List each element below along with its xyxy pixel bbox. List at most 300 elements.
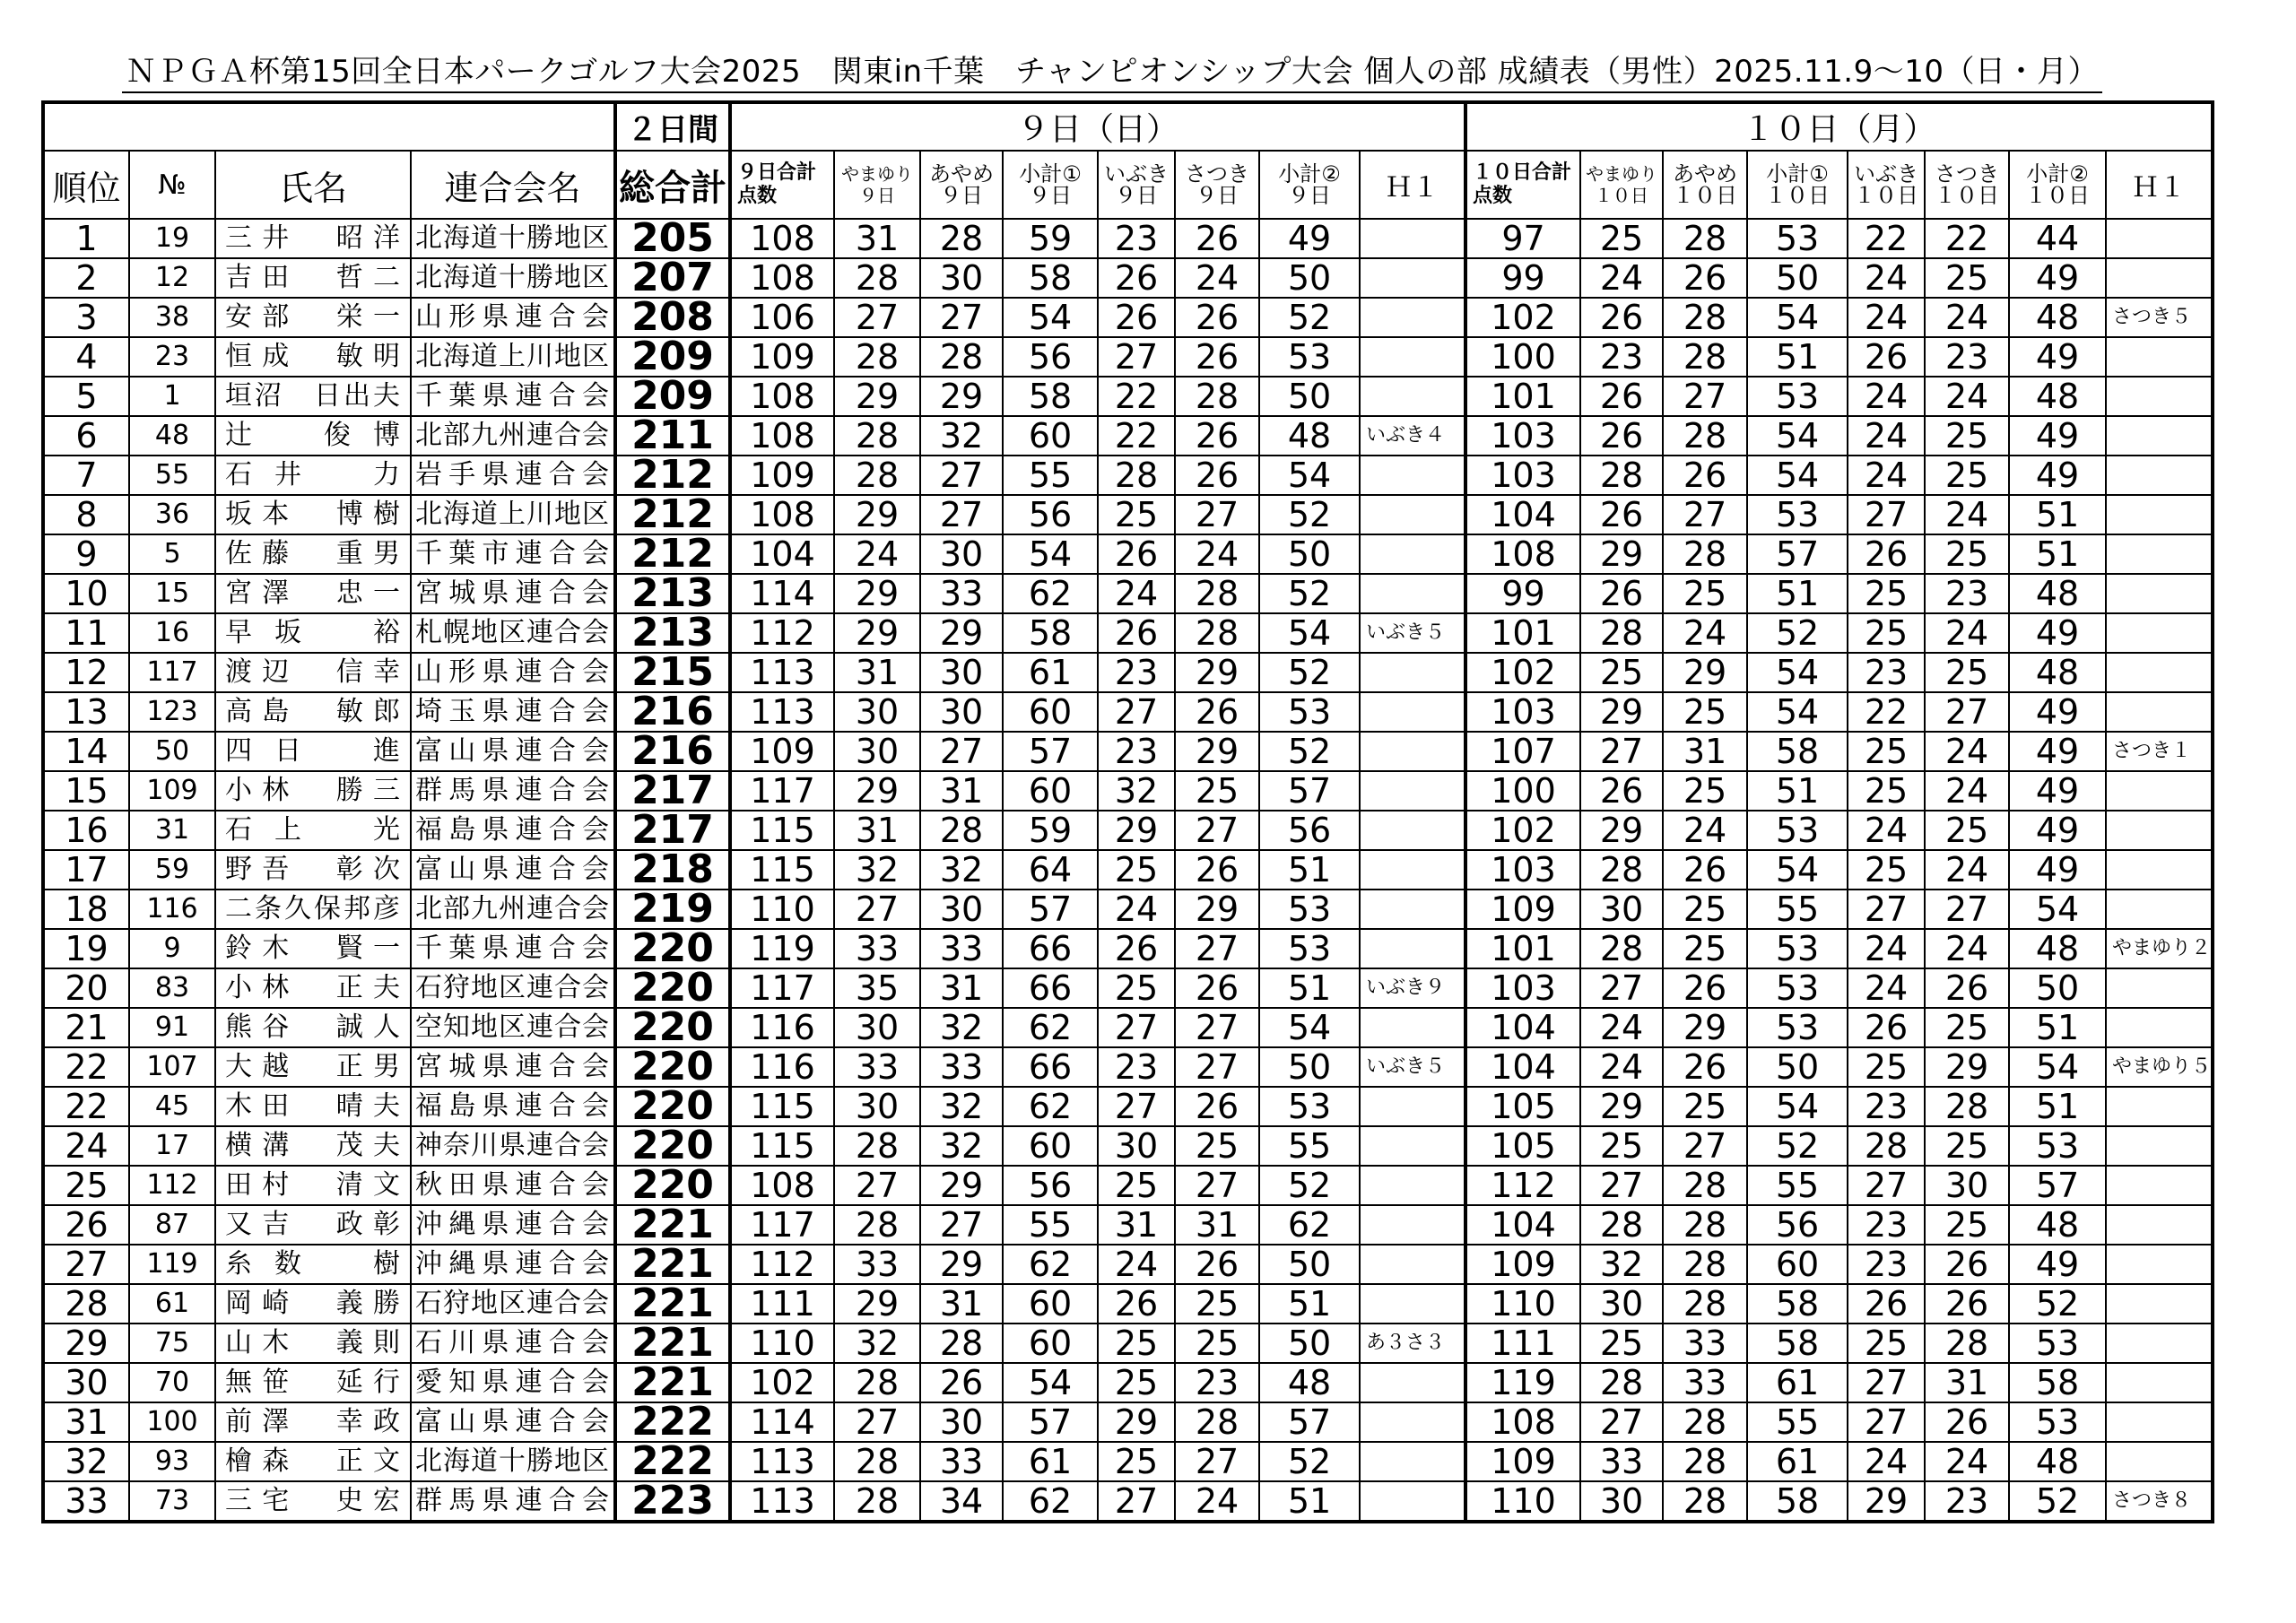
cell-d2-sub1: 53 — [1747, 219, 1848, 258]
cell-d2-ayame: 25 — [1663, 771, 1747, 811]
cell-name: 熊谷 誠人 — [215, 1008, 411, 1047]
cell-no: 19 — [129, 219, 215, 258]
cell-d1-ayame: 28 — [920, 811, 1003, 850]
table-row — [43, 456, 2213, 495]
cell-d1-yamayuri: 28 — [834, 1126, 920, 1166]
cell-d1-satsuki: 24 — [1175, 1481, 1259, 1522]
cell-no: 15 — [129, 574, 215, 613]
cell-total: 222 — [615, 1442, 730, 1481]
cell-d2-h1 — [2106, 771, 2213, 811]
cell-d1-sub2: 52 — [1259, 653, 1360, 692]
cell-no: 119 — [129, 1245, 215, 1284]
cell-d2-yamayuri: 26 — [1580, 377, 1663, 416]
cell-union: 山形県連合会 — [411, 298, 615, 337]
cell-d1-sub1: 62 — [1003, 1087, 1098, 1126]
cell-d2-sub2: 49 — [2009, 456, 2106, 495]
cell-d1-ibuki: 26 — [1098, 929, 1175, 968]
cell-d2-total: 100 — [1465, 771, 1580, 811]
cell-d2-satsuki: 25 — [1925, 456, 2009, 495]
cell-d2-ibuki: 27 — [1848, 1402, 1925, 1442]
cell-d1-ibuki: 25 — [1098, 1324, 1175, 1363]
cell-d2-sub2: 52 — [2009, 1284, 2106, 1324]
cell-d1-ayame: 32 — [920, 1087, 1003, 1126]
col-d1-total: ９日合計点数 — [730, 151, 834, 219]
cell-union: 埼玉県連合会 — [411, 692, 615, 732]
cell-d1-sub2: 50 — [1259, 1324, 1360, 1363]
cell-d1-sub2: 52 — [1259, 732, 1360, 771]
cell-rank: 28 — [43, 1284, 129, 1324]
cell-d1-sub2: 54 — [1259, 613, 1360, 653]
cell-d2-sub1: 60 — [1747, 1245, 1848, 1284]
cell-d1-ayame: 32 — [920, 416, 1003, 456]
cell-d2-sub2: 48 — [2009, 1205, 2106, 1245]
cell-d1-ayame: 27 — [920, 456, 1003, 495]
cell-d1-sub2: 57 — [1259, 771, 1360, 811]
cell-rank: 24 — [43, 1126, 129, 1166]
cell-d2-sub2: 49 — [2009, 811, 2106, 850]
cell-d2-h1 — [2106, 613, 2213, 653]
cell-union: 神奈川県連合会 — [411, 1126, 615, 1166]
cell-total: 215 — [615, 653, 730, 692]
cell-d2-total: 103 — [1465, 968, 1580, 1008]
cell-d1-ayame: 28 — [920, 337, 1003, 377]
col-d2-satsuki: さつき １０日 — [1925, 151, 2009, 219]
col-no: № — [129, 151, 215, 219]
cell-d2-sub2: 44 — [2009, 219, 2106, 258]
cell-d1-yamayuri: 28 — [834, 1363, 920, 1402]
cell-d2-sub2: 48 — [2009, 929, 2106, 968]
day1-header: ９日（日） — [730, 102, 1465, 151]
cell-d2-h1 — [2106, 692, 2213, 732]
cell-d2-h1 — [2106, 1008, 2213, 1047]
cell-name: 糸数 樹 — [215, 1245, 411, 1284]
cell-d1-yamayuri: 28 — [834, 1442, 920, 1481]
cell-d1-yamayuri: 24 — [834, 534, 920, 574]
cell-d2-sub2: 49 — [2009, 850, 2106, 890]
cell-d1-sub1: 56 — [1003, 1166, 1098, 1205]
cell-d1-h1 — [1360, 1087, 1465, 1126]
cell-d1-yamayuri: 33 — [834, 1245, 920, 1284]
cell-d2-h1 — [2106, 968, 2213, 1008]
cell-total: 212 — [615, 456, 730, 495]
cell-no: 100 — [129, 1402, 215, 1442]
cell-d2-total: 104 — [1465, 1047, 1580, 1087]
cell-d2-h1 — [2106, 534, 2213, 574]
cell-d1-h1 — [1360, 534, 1465, 574]
table-row — [43, 1126, 2213, 1166]
cell-d1-h1 — [1360, 1442, 1465, 1481]
cell-d2-ayame: 28 — [1663, 1402, 1747, 1442]
table-row — [43, 1205, 2213, 1245]
cell-d1-sub1: 62 — [1003, 1481, 1098, 1522]
cell-d1-ayame: 34 — [920, 1481, 1003, 1522]
cell-d1-h1 — [1360, 1126, 1465, 1166]
cell-d2-ibuki: 26 — [1848, 534, 1925, 574]
cell-d1-sub2: 56 — [1259, 811, 1360, 850]
cell-union: 北部九州連合会 — [411, 890, 615, 929]
cell-d2-h1 — [2106, 811, 2213, 850]
cell-d1-sub1: 57 — [1003, 890, 1098, 929]
cell-no: 48 — [129, 416, 215, 456]
cell-d1-ayame: 27 — [920, 732, 1003, 771]
cell-d2-sub2: 50 — [2009, 968, 2106, 1008]
cell-no: 31 — [129, 811, 215, 850]
table-row — [43, 653, 2213, 692]
cell-d1-ayame: 33 — [920, 1442, 1003, 1481]
cell-rank: 2 — [43, 258, 129, 298]
cell-d2-yamayuri: 30 — [1580, 1284, 1663, 1324]
cell-d1-yamayuri: 31 — [834, 219, 920, 258]
cell-d1-h1 — [1360, 732, 1465, 771]
cell-name: 高島 敏郎 — [215, 692, 411, 732]
cell-d1-yamayuri: 29 — [834, 771, 920, 811]
cell-no: 87 — [129, 1205, 215, 1245]
cell-d1-ayame: 29 — [920, 377, 1003, 416]
cell-no: 107 — [129, 1047, 215, 1087]
cell-d1-ibuki: 26 — [1098, 298, 1175, 337]
cell-d2-yamayuri: 24 — [1580, 258, 1663, 298]
cell-d2-sub1: 61 — [1747, 1442, 1848, 1481]
cell-rank: 25 — [43, 1166, 129, 1205]
cell-d1-sub1: 60 — [1003, 1126, 1098, 1166]
cell-d1-yamayuri: 30 — [834, 732, 920, 771]
cell-union: 福島県連合会 — [411, 811, 615, 850]
col-rank: 順位 — [43, 151, 129, 219]
cell-total: 216 — [615, 732, 730, 771]
cell-d2-sub1: 52 — [1747, 1126, 1848, 1166]
cell-d2-ayame: 27 — [1663, 377, 1747, 416]
cell-no: 73 — [129, 1481, 215, 1522]
cell-rank: 9 — [43, 534, 129, 574]
cell-d2-total: 108 — [1465, 1402, 1580, 1442]
cell-d2-satsuki: 29 — [1925, 1047, 2009, 1087]
cell-no: 112 — [129, 1166, 215, 1205]
cell-no: 116 — [129, 890, 215, 929]
cell-d2-yamayuri: 28 — [1580, 456, 1663, 495]
cell-name: 三井 昭洋 — [215, 219, 411, 258]
cell-d2-satsuki: 30 — [1925, 1166, 2009, 1205]
cell-d2-sub1: 58 — [1747, 1284, 1848, 1324]
cell-d1-sub2: 48 — [1259, 416, 1360, 456]
cell-rank: 12 — [43, 653, 129, 692]
cell-d1-total: 113 — [730, 653, 834, 692]
cell-d1-satsuki: 26 — [1175, 337, 1259, 377]
cell-d2-ibuki: 25 — [1848, 613, 1925, 653]
cell-d2-yamayuri: 28 — [1580, 850, 1663, 890]
cell-d2-sub1: 50 — [1747, 1047, 1848, 1087]
cell-name: 鈴木 賢一 — [215, 929, 411, 968]
table-row — [43, 1087, 2213, 1126]
cell-d1-sub2: 54 — [1259, 456, 1360, 495]
cell-d1-sub2: 53 — [1259, 890, 1360, 929]
cell-d2-total: 105 — [1465, 1087, 1580, 1126]
table-row — [43, 574, 2213, 613]
cell-d1-yamayuri: 28 — [834, 456, 920, 495]
cell-d2-satsuki: 25 — [1925, 1205, 2009, 1245]
cell-d1-ibuki: 25 — [1098, 1166, 1175, 1205]
cell-d2-yamayuri: 28 — [1580, 613, 1663, 653]
cell-no: 93 — [129, 1442, 215, 1481]
cell-d1-sub1: 60 — [1003, 692, 1098, 732]
cell-d1-sub1: 54 — [1003, 1363, 1098, 1402]
cell-d1-satsuki: 25 — [1175, 1284, 1259, 1324]
cell-d1-total: 102 — [730, 1363, 834, 1402]
cell-d1-h1 — [1360, 377, 1465, 416]
cell-d2-satsuki: 25 — [1925, 811, 2009, 850]
cell-d1-ayame: 27 — [920, 1205, 1003, 1245]
cell-union: 空知地区連合会 — [411, 1008, 615, 1047]
cell-d1-yamayuri: 35 — [834, 968, 920, 1008]
cell-d2-sub2: 49 — [2009, 416, 2106, 456]
cell-d2-yamayuri: 30 — [1580, 1481, 1663, 1522]
table-row — [43, 968, 2213, 1008]
cell-d2-yamayuri: 28 — [1580, 1205, 1663, 1245]
cell-d2-total: 111 — [1465, 1324, 1580, 1363]
cell-d1-ayame: 29 — [920, 1245, 1003, 1284]
cell-union: 沖縄県連合会 — [411, 1245, 615, 1284]
cell-d1-satsuki: 27 — [1175, 1442, 1259, 1481]
cell-d1-satsuki: 26 — [1175, 1245, 1259, 1284]
cell-d1-ayame: 33 — [920, 1047, 1003, 1087]
cell-d1-ibuki: 25 — [1098, 1442, 1175, 1481]
cell-d2-ayame: 31 — [1663, 732, 1747, 771]
cell-d2-sub2: 51 — [2009, 1087, 2106, 1126]
cell-union: 千葉県連合会 — [411, 377, 615, 416]
day2-header: １０日（月） — [1465, 102, 2213, 151]
cell-d2-satsuki: 25 — [1925, 258, 2009, 298]
cell-d1-satsuki: 29 — [1175, 732, 1259, 771]
cell-d1-sub2: 50 — [1259, 1047, 1360, 1087]
cell-d1-h1 — [1360, 1284, 1465, 1324]
cell-d1-total: 108 — [730, 1166, 834, 1205]
cell-d2-yamayuri: 33 — [1580, 1442, 1663, 1481]
cell-d2-yamayuri: 26 — [1580, 298, 1663, 337]
cell-d2-h1 — [2106, 1363, 2213, 1402]
cell-d2-h1 — [2106, 1087, 2213, 1126]
cell-name: 檜森 正文 — [215, 1442, 411, 1481]
cell-d2-satsuki: 27 — [1925, 890, 2009, 929]
cell-rank: 31 — [43, 1402, 129, 1442]
col-d2-yamayuri: やまゆり １０日 — [1580, 151, 1663, 219]
cell-d1-h1 — [1360, 495, 1465, 534]
cell-no: 75 — [129, 1324, 215, 1363]
cell-d1-ibuki: 30 — [1098, 1126, 1175, 1166]
cell-d2-total: 103 — [1465, 850, 1580, 890]
cell-d1-h1: いぶき５ — [1360, 1047, 1465, 1087]
cell-total: 221 — [615, 1324, 730, 1363]
cell-d2-total: 104 — [1465, 495, 1580, 534]
cell-d1-total: 106 — [730, 298, 834, 337]
cell-d1-ayame: 31 — [920, 1284, 1003, 1324]
cell-d2-sub1: 51 — [1747, 337, 1848, 377]
cell-d2-satsuki: 24 — [1925, 850, 2009, 890]
cell-d2-sub2: 52 — [2009, 1481, 2106, 1522]
cell-d2-ibuki: 24 — [1848, 811, 1925, 850]
cell-d2-total: 101 — [1465, 929, 1580, 968]
cell-d2-sub1: 53 — [1747, 1008, 1848, 1047]
cell-d2-h1 — [2106, 890, 2213, 929]
cell-d1-sub2: 53 — [1259, 1087, 1360, 1126]
cell-d2-total: 109 — [1465, 1442, 1580, 1481]
cell-d1-ayame: 27 — [920, 495, 1003, 534]
cell-d1-total: 110 — [730, 1324, 834, 1363]
cell-d1-satsuki: 27 — [1175, 1166, 1259, 1205]
cell-d1-satsuki: 24 — [1175, 258, 1259, 298]
table-row — [43, 692, 2213, 732]
cell-d1-total: 108 — [730, 416, 834, 456]
cell-d2-sub1: 56 — [1747, 1205, 1848, 1245]
col-name: 氏名 — [215, 151, 411, 219]
cell-d2-sub1: 58 — [1747, 1481, 1848, 1522]
cell-d2-yamayuri: 27 — [1580, 1166, 1663, 1205]
cell-d2-ayame: 28 — [1663, 534, 1747, 574]
cell-total: 213 — [615, 613, 730, 653]
cell-union: 北海道十勝地区 — [411, 258, 615, 298]
table-row — [43, 929, 2213, 968]
cell-d1-ibuki: 26 — [1098, 258, 1175, 298]
cell-no: 109 — [129, 771, 215, 811]
col-d2-sub1: 小計① １０日 — [1747, 151, 1848, 219]
cell-d1-h1 — [1360, 1166, 1465, 1205]
cell-d1-satsuki: 26 — [1175, 1087, 1259, 1126]
cell-rank: 19 — [43, 929, 129, 968]
cell-no: 91 — [129, 1008, 215, 1047]
cell-rank: 3 — [43, 298, 129, 337]
cell-d2-h1: やまゆり５ — [2106, 1047, 2213, 1087]
cell-d2-ayame: 26 — [1663, 850, 1747, 890]
cell-d1-total: 108 — [730, 219, 834, 258]
cell-d1-ibuki: 31 — [1098, 1205, 1175, 1245]
cell-d2-total: 99 — [1465, 258, 1580, 298]
cell-d1-yamayuri: 28 — [834, 1205, 920, 1245]
cell-rank: 22 — [43, 1087, 129, 1126]
cell-no: 50 — [129, 732, 215, 771]
cell-d2-yamayuri: 32 — [1580, 1245, 1663, 1284]
cell-d1-satsuki: 26 — [1175, 456, 1259, 495]
cell-rank: 18 — [43, 890, 129, 929]
cell-d1-sub1: 59 — [1003, 811, 1098, 850]
cell-d1-sub1: 66 — [1003, 929, 1098, 968]
cell-rank: 32 — [43, 1442, 129, 1481]
cell-d2-sub2: 54 — [2009, 1047, 2106, 1087]
cell-d2-ibuki: 22 — [1848, 219, 1925, 258]
table-row — [43, 534, 2213, 574]
cell-d1-sub1: 58 — [1003, 258, 1098, 298]
cell-union: 群馬県連合会 — [411, 771, 615, 811]
cell-d2-sub1: 53 — [1747, 929, 1848, 968]
cell-union: 石川県連合会 — [411, 1324, 615, 1363]
cell-name: 二条久保邦彦 — [215, 890, 411, 929]
cell-d2-satsuki: 28 — [1925, 1087, 2009, 1126]
cell-rank: 7 — [43, 456, 129, 495]
cell-rank: 17 — [43, 850, 129, 890]
cell-rank: 4 — [43, 337, 129, 377]
cell-name: 木田 晴夫 — [215, 1087, 411, 1126]
cell-d1-sub1: 66 — [1003, 1047, 1098, 1087]
cell-name: 野吾 彰次 — [215, 850, 411, 890]
cell-total: 222 — [615, 1402, 730, 1442]
cell-d1-satsuki: 25 — [1175, 1324, 1259, 1363]
cell-d1-total: 116 — [730, 1008, 834, 1047]
cell-d2-h1 — [2106, 377, 2213, 416]
cell-total: 221 — [615, 1245, 730, 1284]
cell-d1-yamayuri: 29 — [834, 377, 920, 416]
cell-d2-total: 100 — [1465, 337, 1580, 377]
cell-total: 207 — [615, 258, 730, 298]
col-d1-h1: Ｈ１ — [1360, 151, 1465, 219]
cell-d1-ayame: 30 — [920, 692, 1003, 732]
cell-d1-satsuki: 29 — [1175, 653, 1259, 692]
col-union: 連合会名 — [411, 151, 615, 219]
cell-d2-h1 — [2106, 495, 2213, 534]
cell-d2-ibuki: 27 — [1848, 1166, 1925, 1205]
cell-name: 宮澤 忠一 — [215, 574, 411, 613]
cell-d2-ibuki: 25 — [1848, 771, 1925, 811]
cell-d2-h1 — [2106, 337, 2213, 377]
cell-d2-ayame: 28 — [1663, 219, 1747, 258]
cell-d1-sub1: 54 — [1003, 534, 1098, 574]
cell-d2-h1 — [2106, 850, 2213, 890]
table-row — [43, 1008, 2213, 1047]
cell-d1-satsuki: 27 — [1175, 929, 1259, 968]
cell-d1-ayame: 30 — [920, 534, 1003, 574]
cell-d2-ayame: 29 — [1663, 653, 1747, 692]
cell-rank: 10 — [43, 574, 129, 613]
table-row — [43, 1442, 2213, 1481]
cell-d1-total: 119 — [730, 929, 834, 968]
table-row — [43, 850, 2213, 890]
cell-d1-ayame: 26 — [920, 1363, 1003, 1402]
cell-d1-sub1: 57 — [1003, 732, 1098, 771]
cell-d2-h1 — [2106, 416, 2213, 456]
cell-d1-ibuki: 28 — [1098, 456, 1175, 495]
cell-rank: 33 — [43, 1481, 129, 1522]
cell-d1-total: 109 — [730, 456, 834, 495]
cell-total: 208 — [615, 298, 730, 337]
cell-d2-ibuki: 25 — [1848, 732, 1925, 771]
cell-d2-ibuki: 24 — [1848, 377, 1925, 416]
col-d1-sub2: 小計② ９日 — [1259, 151, 1360, 219]
cell-d1-h1 — [1360, 1008, 1465, 1047]
cell-d2-h1 — [2106, 1245, 2213, 1284]
cell-d1-total: 115 — [730, 1087, 834, 1126]
cell-d2-yamayuri: 25 — [1580, 653, 1663, 692]
cell-no: 12 — [129, 258, 215, 298]
cell-union: 千葉市連合会 — [411, 534, 615, 574]
cell-d2-yamayuri: 28 — [1580, 1363, 1663, 1402]
cell-union: 群馬県連合会 — [411, 1481, 615, 1522]
cell-total: 218 — [615, 850, 730, 890]
cell-d2-satsuki: 26 — [1925, 1284, 2009, 1324]
cell-union: 富山県連合会 — [411, 732, 615, 771]
cell-d1-ayame: 33 — [920, 929, 1003, 968]
cell-d2-satsuki: 24 — [1925, 377, 2009, 416]
cell-d2-yamayuri: 27 — [1580, 1402, 1663, 1442]
cell-d1-h1 — [1360, 219, 1465, 258]
cell-name: 恒成 敏明 — [215, 337, 411, 377]
cell-d1-ibuki: 23 — [1098, 219, 1175, 258]
cell-d1-h1 — [1360, 890, 1465, 929]
cell-d2-ibuki: 23 — [1848, 1245, 1925, 1284]
cell-d1-yamayuri: 29 — [834, 495, 920, 534]
cell-d2-satsuki: 23 — [1925, 337, 2009, 377]
cell-d1-total: 104 — [730, 534, 834, 574]
cell-d1-h1: いぶき５ — [1360, 613, 1465, 653]
cell-rank: 27 — [43, 1245, 129, 1284]
table-row — [43, 219, 2213, 258]
cell-d1-total: 109 — [730, 732, 834, 771]
table-row — [43, 1402, 2213, 1442]
